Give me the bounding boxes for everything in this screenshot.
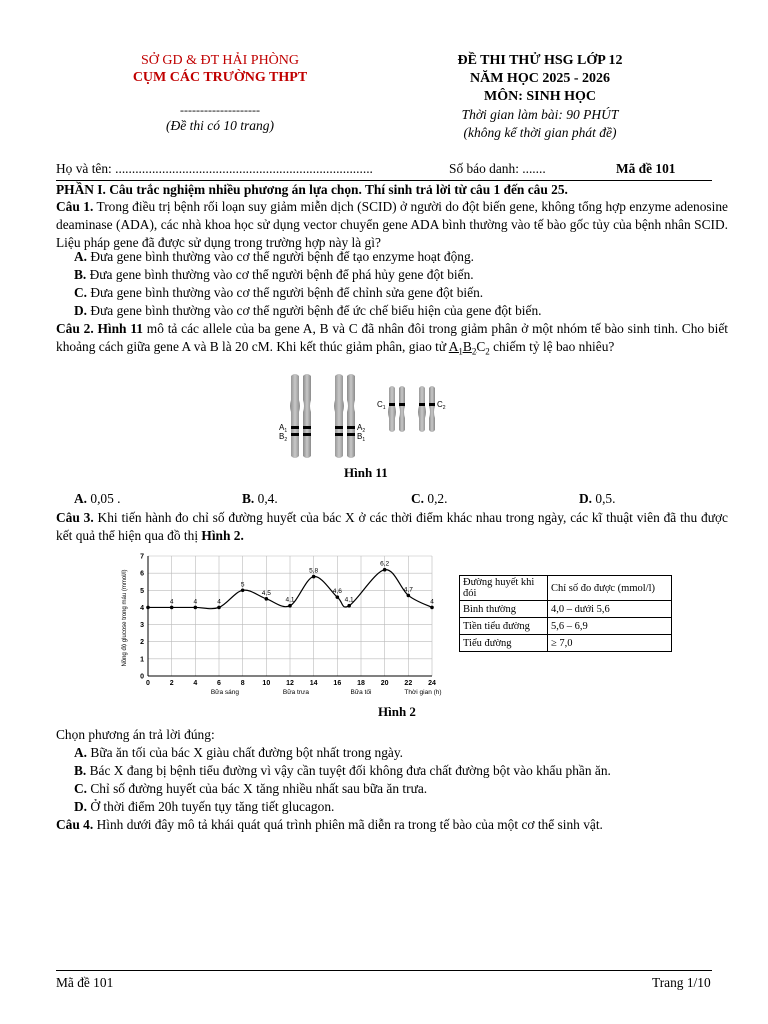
chromosome-3 xyxy=(388,386,405,432)
glucose-chart xyxy=(116,550,446,698)
q3-option-d: D. Ở thời điểm 20h tuyến tụy tăng tiết glucagon. xyxy=(74,799,335,814)
x-tick-label: 6 xyxy=(217,680,221,687)
footer-exam-code: Mã đề 101 xyxy=(56,975,114,990)
q1-label: Câu 1. xyxy=(56,199,94,214)
label-b1: $B_1$ xyxy=(357,432,366,443)
gamete-c: $C_2$ xyxy=(476,339,490,357)
y-tick-label: 5 xyxy=(140,587,144,595)
x-tick-label: 0 xyxy=(146,680,150,687)
q2-options xyxy=(74,491,674,509)
question-1 xyxy=(56,198,728,252)
duration-note: (không kể thời gian phát đề) xyxy=(463,125,617,140)
table-row xyxy=(460,618,672,635)
subject: MÔN: SINH HỌC xyxy=(484,89,596,104)
table-row xyxy=(460,635,672,652)
data-label: 4,5 xyxy=(261,589,271,597)
label-a1: $A_1$ xyxy=(279,423,288,434)
y-tick-label: 2 xyxy=(140,639,144,647)
table-cell: Tiểu đường xyxy=(460,635,548,652)
question-3: Câu 3. Khi tiến hành đo chỉ số đường huyết của bác X ở các thời điểm khác nhau trong ngày, các kĩ thuật viên đã thu được kết quả thể hiện qua đồ thị Hình 2. xyxy=(56,510,728,543)
question-4: Câu 4. Hình dưới đây mô tả khái quát quá trình phiên mã diễn ra trong tế bào của một cơ thể sinh vật. xyxy=(56,817,603,832)
student-id-line: Số báo danh: ....... xyxy=(449,161,546,176)
gamete-b: $B_2$ xyxy=(462,339,477,357)
data-label: 4,1 xyxy=(285,596,295,604)
data-label: 4 xyxy=(169,598,174,606)
chart-data-labels xyxy=(170,561,434,606)
table-header-cell: Đường huyết khi đói xyxy=(460,576,548,601)
data-label: 5 xyxy=(240,581,245,589)
chromosome-1 xyxy=(290,374,311,458)
label-c1: $C_1$ xyxy=(377,400,386,411)
chart-meal-labels xyxy=(211,687,372,696)
page-count-note: (Đề thi có 10 trang) xyxy=(166,118,274,133)
q3-prompt: Chọn phương án trả lời đúng: xyxy=(56,727,215,742)
x-tick-label: 4 xyxy=(193,680,198,687)
student-name-line: Họ và tên: ............................................................................. xyxy=(56,161,373,176)
table-cell: ≥ 7,0 xyxy=(548,635,672,652)
chromosome-2 xyxy=(334,374,355,458)
chromosome-4 xyxy=(418,386,435,432)
q1-option-a: A. Đưa gene bình thường vào cơ thể người bệnh để tạo enzyme hoạt động. xyxy=(74,249,475,264)
data-label: 5,8 xyxy=(309,567,319,575)
y-tick-label: 1 xyxy=(140,656,144,664)
q1-option-b: B. Đưa gene bình thường vào cơ thể người bệnh để phá hủy gene đột biến. xyxy=(74,267,474,282)
q1-option-d: D. Đưa gene bình thường vào cơ thể người bệnh để ức chế biểu hiện của gene đột biến. xyxy=(74,303,542,318)
q2-option-a: A. 0,05 . xyxy=(74,491,121,506)
q2-option-b: B. 0,4. xyxy=(242,491,278,506)
y-tick-label: 6 xyxy=(140,570,144,578)
x-tick-label: 22 xyxy=(404,680,413,687)
table-header-cell: Chỉ số đo được (mmol/l) xyxy=(548,576,672,601)
x-tick-label: 18 xyxy=(357,680,365,687)
table-cell: Tiền tiểu đường xyxy=(460,618,548,635)
question-2: Câu 2. Hình 11 mô tả các allele của ba gene A, B và C đã nhân đôi trong giảm phân ở một nhóm tế bào sinh tinh. Cho biết khoảng cách giữa gene A và B là 20 cM. Khi kết thúc giảm phân, giao tử $A_1B_2C_2$ chiếm tỷ lệ bao nhiêu? xyxy=(56,321,728,357)
chromosome-figure xyxy=(275,372,455,462)
q1-text: Trong điều trị bệnh rối loạn suy giảm miễn dịch (SCID) ở người do đột biến gene, không tổng hợp enzyme adenosine deaminase (ADA), các nhà khoa học sử dụng vector chuyển gene ADA bình thường vào tế bào gốc tủy của bệnh nhân SCID. Liệu pháp gene đã được sử dụng trong trường hợp này là gì? xyxy=(56,199,728,250)
label-b2: $B_2$ xyxy=(279,432,288,443)
figure-2-caption: Hình 2 xyxy=(378,704,416,719)
duration: Thời gian làm bài: 90 PHÚT xyxy=(461,107,619,122)
y-tick-label: 3 xyxy=(140,622,144,630)
chart-grid xyxy=(148,556,432,676)
x-tick-label: 12 xyxy=(286,680,294,687)
data-label: 4,6 xyxy=(332,588,342,596)
q3-option-a: A. Bữa ăn tối của bác X giàu chất đường bột nhất trong ngày. xyxy=(74,745,404,760)
x-tick-label: 2 xyxy=(169,680,174,687)
part1-heading: PHẦN I. Câu trắc nghiệm nhiều phương án lựa chọn. Thí sinh trả lời từ câu 1 đến câu 25. xyxy=(56,182,568,197)
header-right xyxy=(420,52,660,142)
label-a2: $A_2$ xyxy=(357,423,366,434)
meal-label: Bữa tối xyxy=(350,689,372,696)
header-left xyxy=(110,52,330,135)
q2-option-d: D. 0,5. xyxy=(579,491,616,506)
table-cell: Bình thường xyxy=(460,601,548,618)
x-tick-label: 14 xyxy=(309,680,318,687)
meal-label: Bữa sáng xyxy=(210,689,240,696)
chart-tick-labels xyxy=(140,554,436,688)
footer-page-number: Trang 1/10 xyxy=(652,975,711,990)
school-year: NĂM HỌC 2025 - 2026 xyxy=(470,71,610,86)
y-tick-label: 4 xyxy=(140,604,144,612)
q2-option-c: C. 0,2. xyxy=(411,491,448,506)
school-cluster: CỤM CÁC TRƯỜNG THPT xyxy=(132,70,308,85)
chart-x-label: Thời gian (h) xyxy=(404,689,442,696)
x-tick-label: 10 xyxy=(262,680,271,687)
exam-title: ĐỀ THI THỬ HSG LỚP 12 xyxy=(457,53,623,68)
table-cell: 5,6 – 6,9 xyxy=(548,618,672,635)
q3-option-c: C. Chỉ số đường huyết của bác X tăng nhiều nhất sau bữa ăn trưa. xyxy=(74,781,428,796)
y-tick-label: 0 xyxy=(140,673,144,681)
x-tick-label: 24 xyxy=(428,680,436,687)
data-label: 4,7 xyxy=(403,586,413,594)
footer-rule xyxy=(56,970,712,971)
figure-11-caption: Hình 11 xyxy=(344,465,388,480)
exam-code: Mã đề 101 xyxy=(616,161,676,176)
y-tick-label: 7 xyxy=(140,553,144,561)
data-label: 4 xyxy=(193,598,198,606)
glucose-reference-table xyxy=(459,575,672,652)
x-tick-label: 8 xyxy=(240,680,245,687)
x-tick-label: 16 xyxy=(333,680,342,687)
table-row xyxy=(460,601,672,618)
meal-label: Bữa trưa xyxy=(282,689,309,696)
chart-y-label: Nồng độ glucose trong máu (mmol/l) xyxy=(122,569,128,667)
q3-option-b: B. Bác X đang bị bệnh tiểu đường vì vậy cần tuyệt đối không đưa chất đường bột vào khẩu phần ăn. xyxy=(74,763,611,778)
student-info xyxy=(56,161,712,179)
label-c2: $C_2$ xyxy=(437,400,446,411)
table-header-row xyxy=(460,576,672,601)
data-label: 4,1 xyxy=(344,596,354,604)
department: SỞ GD & ĐT HẢI PHÒNG xyxy=(140,53,300,68)
data-label: 4 xyxy=(217,598,221,606)
data-label: 4 xyxy=(430,598,434,606)
data-label: 6,2 xyxy=(380,560,390,568)
gamete-a: $A_1$ xyxy=(448,339,463,357)
q1-option-c: C. Đưa gene bình thường vào cơ thể người bệnh để chỉnh sửa gene đột biến. xyxy=(74,285,484,300)
x-tick-label: 20 xyxy=(380,680,389,687)
divider-dashes: -------------------- xyxy=(180,103,260,117)
table-cell: 4,0 – dưới 5,6 xyxy=(548,601,672,618)
